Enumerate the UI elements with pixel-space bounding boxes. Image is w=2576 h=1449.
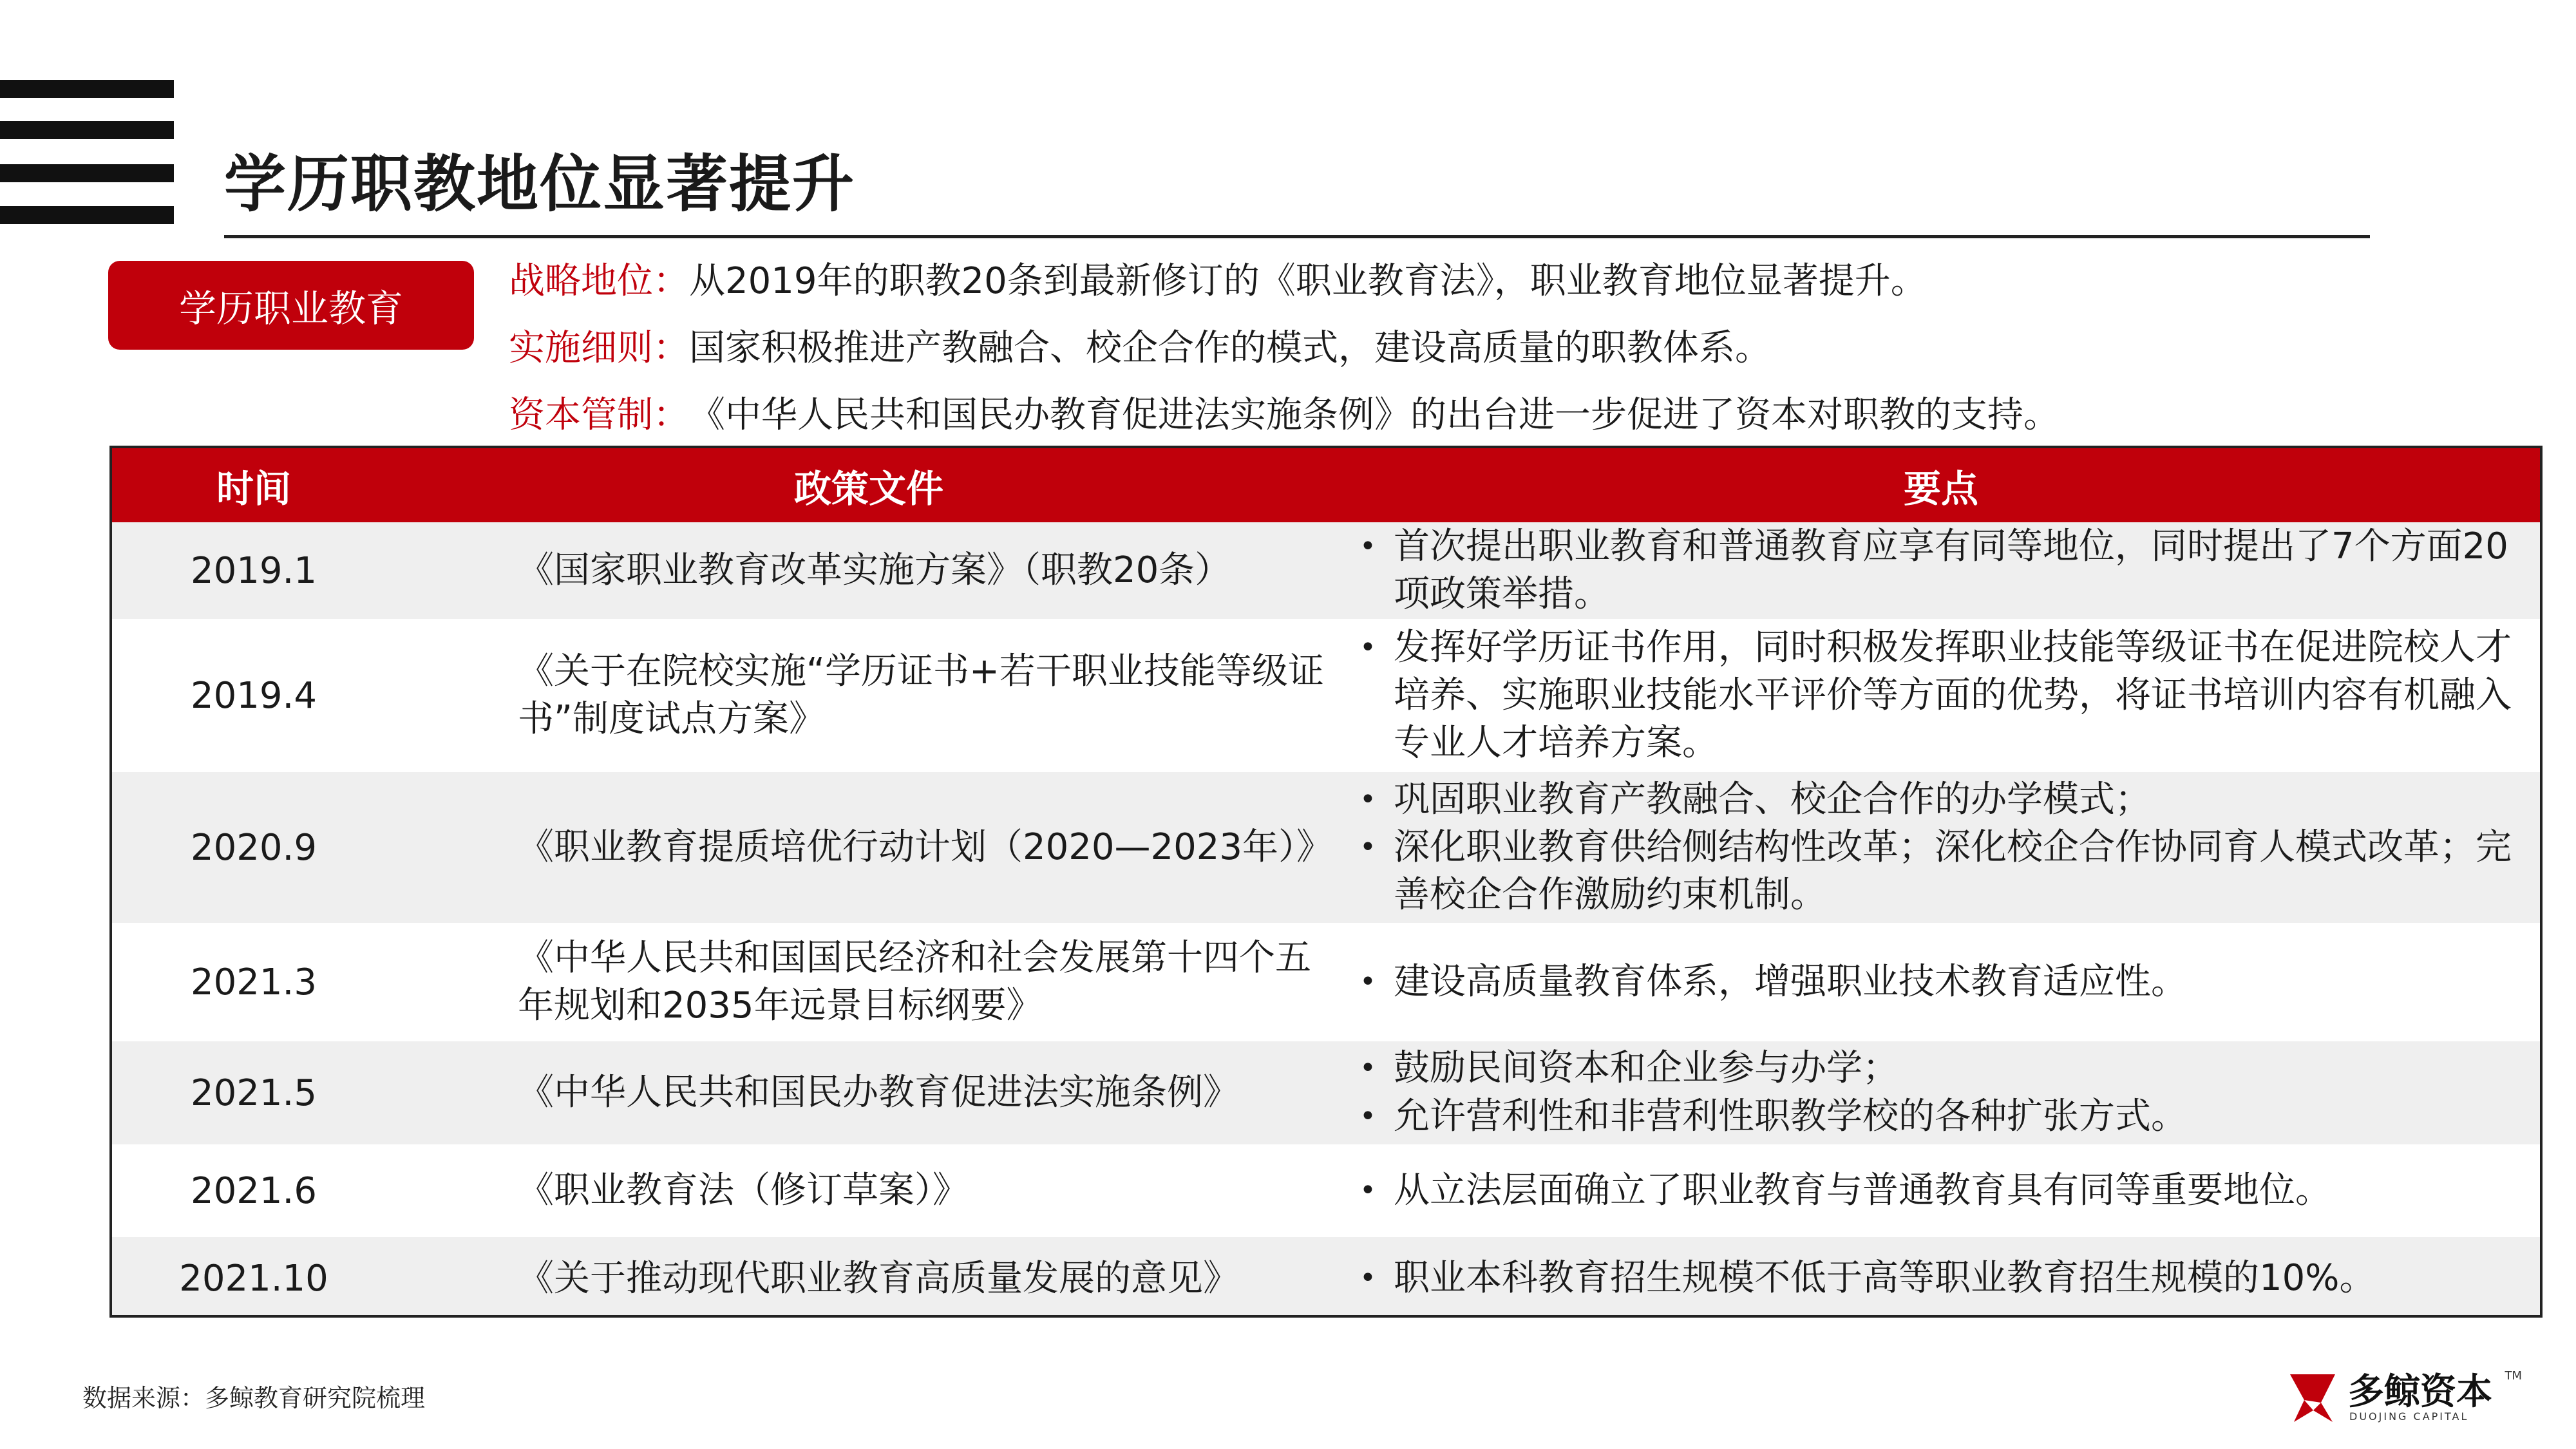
table-header [112, 448, 2540, 522]
bullet-item [1342, 958, 2521, 1007]
cell-date: 2021.6 [191, 1170, 317, 1212]
cell-date: 2019.4 [191, 674, 317, 717]
table-row [112, 623, 2540, 772]
cell-points [1342, 523, 2540, 618]
cell-date: 2019.1 [191, 549, 317, 592]
bullet-text: 深化职业教育供给侧结构性改革；深化校企合作协同育人模式改革；完善校企合作激励约束机制。 [1394, 826, 2512, 916]
bullet-icon: • [1359, 831, 1376, 864]
logo-trademark: TM [2505, 1368, 2522, 1383]
bullet-item [1342, 1255, 2521, 1303]
category-tag-label: 学历职业教育 [178, 287, 403, 330]
bullet-item [1342, 624, 2521, 767]
bullet-item [1342, 776, 2521, 824]
table-row [112, 927, 2540, 1041]
cell-document: 《中华人民共和国民办教育促进法实施条例》 [518, 1072, 1239, 1114]
cell-document: 《国家职业教育改革实施方案》（职教20条） [518, 549, 1231, 592]
company-logo [2285, 1368, 2522, 1426]
summary-text: 从2019年的职教20条到最新修订的《职业教育法》，职业教育地位显著提升。 [689, 260, 1927, 302]
bullet-text: 鼓励民间资本和企业参与办学； [1394, 1047, 1899, 1090]
logo-subtitle: DUOJING CAPITAL [2349, 1410, 2469, 1423]
cell-document: 《职业教育提质培优行动计划（2020—2023年）》 [518, 826, 1333, 869]
cell-points [1342, 624, 2540, 767]
table-row [112, 1148, 2540, 1237]
bullet-text: 巩固职业教育产教融合、校企合作的办学模式； [1394, 778, 2151, 820]
summary-text: 国家积极推进产教融合、校企合作的模式，建设高质量的职教体系。 [689, 327, 1771, 369]
summary-key: 资本管制： [509, 394, 689, 436]
bullet-icon: • [1359, 1173, 1376, 1207]
category-tag [108, 261, 474, 350]
logo-wordmark: 多鲸资本 [2348, 1370, 2492, 1413]
column-header-document: 政策文件 [793, 466, 943, 511]
bullet-text: 职业本科教育招生规模不低于高等职业教育招生规模的10%。 [1394, 1257, 2376, 1300]
whale-logo-icon [2285, 1370, 2340, 1426]
cell-date: 2020.9 [191, 826, 317, 869]
cell-points [1342, 958, 2540, 1007]
summary-item [509, 312, 2557, 379]
summary-key: 实施细则： [509, 327, 689, 369]
bullet-item [1342, 523, 2521, 618]
column-header-points: 要点 [1903, 466, 1978, 511]
title-divider [224, 235, 2370, 238]
bullet-icon: • [1359, 1052, 1376, 1085]
table-row [112, 522, 2540, 623]
data-source-note: 数据来源：多鲸教育研究院梳理 [82, 1384, 426, 1412]
bullet-text: 首次提出职业教育和普通教育应享有同等地位，同时提出了7个方面20项政策举措。 [1394, 526, 2508, 615]
bullet-item [1342, 1167, 2521, 1215]
bullet-item [1342, 824, 2521, 919]
bullet-icon: • [1359, 1100, 1376, 1133]
cell-date: 2021.5 [191, 1072, 317, 1114]
cell-document: 《职业教育法（修订草案）》 [518, 1170, 969, 1212]
page-title: 学历职教地位显著提升 [224, 148, 855, 220]
summary-item [509, 379, 2557, 446]
bullet-text: 发挥好学历证书作用，同时积极发挥职业技能等级证书在促进院校人才培养、实施职业技能水平评价等方面的优势，将证书培训内容有机融入专业人才培养方案。 [1394, 627, 2512, 764]
cell-date: 2021.10 [179, 1258, 328, 1300]
cell-document: 《关于在院校实施“学历证书+若干职业技能等级证书”制度试点方案》 [518, 650, 1324, 740]
policy-table [109, 446, 2543, 1318]
cell-points [1342, 1255, 2540, 1303]
cell-document: 《中华人民共和国国民经济和社会发展第十四个五年规划和2035年远景目标纲要》 [518, 937, 1311, 1027]
cell-document: 《关于推动现代职业教育高质量发展的意见》 [518, 1257, 1239, 1300]
bullet-icon: • [1359, 965, 1376, 998]
summary-list [509, 245, 2557, 446]
summary-key: 战略地位： [509, 260, 689, 302]
summary-item [509, 245, 2557, 312]
bullet-item [1342, 1045, 2521, 1093]
bullet-text: 建设高质量教育体系，增强职业技术教育适应性。 [1394, 960, 2187, 1003]
bullet-icon: • [1359, 530, 1376, 564]
cell-date: 2021.3 [191, 961, 317, 1003]
column-header-date: 时间 [216, 466, 291, 511]
table-row [112, 1237, 2540, 1318]
bullet-icon: • [1359, 1262, 1376, 1295]
bullet-icon: • [1359, 782, 1376, 816]
bullet-text: 从立法层面确立了职业教育与普通教育具有同等重要地位。 [1394, 1169, 2331, 1211]
cell-points [1342, 1045, 2540, 1141]
bullet-item [1342, 1093, 2521, 1141]
cell-points [1342, 776, 2540, 920]
table-row [112, 1041, 2540, 1148]
bullet-icon: • [1359, 631, 1376, 665]
table-row [112, 772, 2540, 927]
cell-points [1342, 1167, 2540, 1215]
bullet-text: 允许营利性和非营利性职教学校的各种扩张方式。 [1394, 1095, 2187, 1137]
summary-text: 《中华人民共和国民办教育促进法实施条例》的出台进一步促进了资本对职教的支持。 [689, 394, 2060, 436]
